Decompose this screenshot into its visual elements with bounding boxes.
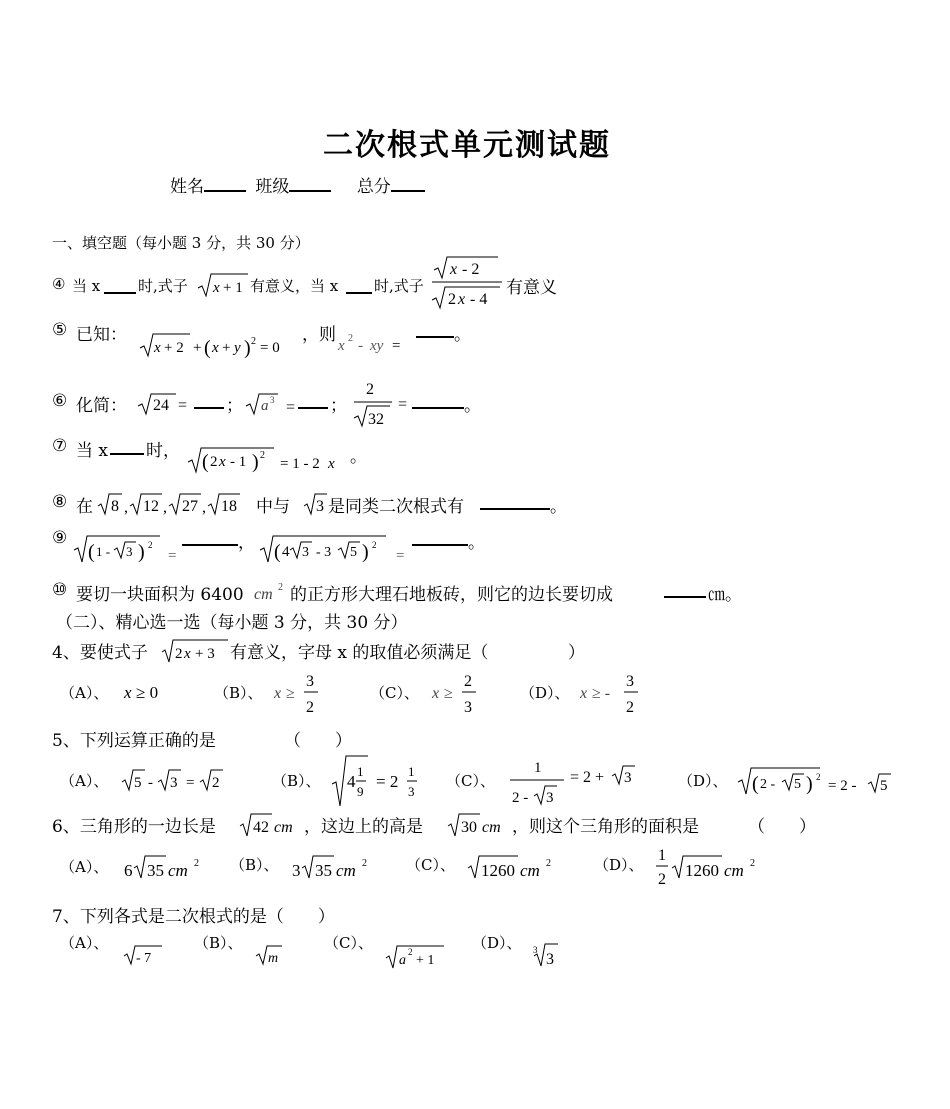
- q7-text-1: 当 x: [76, 441, 108, 461]
- mc6-stem-2: ，这边上的高是: [304, 817, 423, 837]
- svg-text:+ 3: + 3: [195, 646, 215, 662]
- svg-text:1260: 1260: [481, 861, 515, 880]
- svg-text:2: 2: [464, 673, 472, 690]
- svg-text:x: x: [184, 646, 191, 662]
- q4-text-4: 时,式子: [374, 277, 424, 295]
- mc4-option-d[interactable]: [578, 668, 658, 720]
- mc4-option-b-label[interactable]: （B）、: [214, 684, 263, 702]
- svg-text:cm: cm: [168, 861, 188, 880]
- svg-text:2: 2: [210, 454, 218, 470]
- svg-text:27: 27: [182, 498, 198, 515]
- svg-text:3: 3: [126, 544, 133, 559]
- svg-text:32: 32: [368, 411, 384, 428]
- q7-blank[interactable]: [110, 437, 144, 455]
- page-title: 二次根式单元测试题: [323, 128, 611, 163]
- svg-text:=: =: [168, 548, 177, 564]
- svg-text:xy: xy: [370, 338, 384, 354]
- svg-text:12: 12: [143, 498, 159, 515]
- svg-text:2: 2: [366, 381, 374, 398]
- svg-text:5: 5: [880, 778, 888, 794]
- mc5-option-c-label[interactable]: （C）、: [446, 772, 495, 790]
- svg-text:2: 2: [348, 333, 353, 344]
- svg-text:≥: ≥: [444, 685, 453, 702]
- svg-text:2: 2: [658, 871, 666, 888]
- svg-text:(: (: [204, 337, 211, 359]
- q6-formula-3: [352, 376, 412, 432]
- svg-text:x: x: [580, 685, 588, 702]
- svg-text:- 3: - 3: [316, 545, 332, 560]
- svg-text:(: (: [88, 541, 95, 563]
- svg-text:x: x: [450, 261, 458, 278]
- svg-text:x: x: [274, 685, 282, 702]
- mc7-option-b-label[interactable]: （B）、: [194, 934, 243, 952]
- mc7-options: [60, 930, 600, 970]
- svg-text:x: x: [124, 683, 132, 702]
- q9-blank-2[interactable]: [412, 528, 468, 546]
- svg-text:+ 1: + 1: [223, 280, 243, 296]
- svg-text:x: x: [432, 685, 440, 702]
- mc4-options: [60, 668, 680, 720]
- q4-blank-2[interactable]: [346, 276, 372, 294]
- svg-text:= 1 - 2: = 1 - 2: [280, 456, 320, 472]
- q7-end: 。: [350, 447, 367, 467]
- svg-text:3: 3: [302, 545, 309, 560]
- mc5-option-a-label[interactable]: （A）、: [60, 772, 109, 790]
- svg-text:= 2: = 2: [376, 772, 399, 791]
- svg-text:): ): [138, 541, 145, 563]
- svg-text:3: 3: [546, 951, 554, 968]
- svg-text:=: =: [396, 548, 405, 564]
- mc4-option-b[interactable]: [272, 668, 332, 720]
- mc4-option-a[interactable]: [122, 676, 172, 706]
- q5-end: 。: [454, 325, 471, 345]
- svg-text:2 -: 2 -: [760, 777, 776, 792]
- mc5-option-c[interactable]: [508, 754, 648, 810]
- svg-text:35: 35: [315, 861, 332, 880]
- mc-question-7: 7、下列各式是二次根式的是（ ）: [52, 907, 335, 927]
- mc5-option-b-label[interactable]: （B）、: [272, 772, 321, 790]
- q8-blank[interactable]: [480, 492, 550, 510]
- mc4-option-d-label[interactable]: （D）、: [520, 684, 570, 702]
- svg-text:5: 5: [134, 775, 142, 791]
- svg-text:30: 30: [461, 819, 477, 836]
- mc7-option-c[interactable]: [384, 942, 450, 972]
- q8-text-1: 在: [76, 497, 93, 517]
- q6-number: ⑥: [52, 391, 68, 411]
- svg-text:1: 1: [357, 764, 364, 779]
- svg-text:8: 8: [111, 498, 119, 515]
- mc6-side: [238, 810, 308, 840]
- mc5-stem: 5、下列运算正确的是: [52, 731, 216, 751]
- svg-text:≥ -: ≥ -: [592, 685, 611, 702]
- q6-sep-2: ；: [330, 396, 347, 416]
- mc7-option-c-label[interactable]: （C）、: [324, 934, 373, 952]
- svg-text:-: -: [358, 338, 363, 354]
- svg-text:1: 1: [534, 760, 542, 776]
- mc4-formula: [160, 636, 232, 666]
- mc7-option-b[interactable]: [254, 942, 288, 968]
- q10-blank[interactable]: [664, 580, 706, 598]
- svg-text:= 2 -: = 2 -: [828, 778, 857, 794]
- svg-text:35: 35: [147, 861, 164, 880]
- svg-text:y: y: [234, 340, 241, 356]
- svg-text:5: 5: [350, 545, 357, 560]
- mc4-option-a-label[interactable]: （A）、: [60, 684, 109, 702]
- svg-text:2: 2: [626, 699, 634, 716]
- svg-text:6: 6: [124, 861, 133, 880]
- q9-comma: ，: [238, 533, 255, 553]
- svg-text:(: (: [202, 451, 209, 473]
- q5-number: ⑤: [52, 320, 68, 340]
- mc5-option-d[interactable]: [736, 762, 896, 798]
- mc-question-6: [52, 810, 816, 840]
- class-blank[interactable]: [289, 174, 331, 192]
- q8-text-3: 是同类二次根式有: [328, 497, 464, 517]
- section-1-heading: 一、填空题（每小题 3 分，共 30 分）: [52, 234, 310, 252]
- svg-text:(: (: [752, 773, 759, 795]
- svg-text:3: 3: [270, 395, 275, 405]
- q5-formula: [138, 326, 298, 360]
- mc4-stem-3: ）: [568, 643, 585, 663]
- svg-text:x: x: [458, 291, 466, 308]
- q4-formula-1: [196, 270, 250, 300]
- svg-text:+: +: [193, 340, 202, 356]
- q7-text-2: 时，: [146, 441, 180, 461]
- svg-text:1: 1: [408, 764, 415, 779]
- mc6-option-d-label[interactable]: （D）、: [594, 856, 644, 874]
- q8-sqrt3: [302, 490, 328, 520]
- svg-text:): ): [806, 773, 813, 795]
- q5-text-2: ，则: [302, 325, 336, 345]
- mc7-option-d-label[interactable]: （D）、: [472, 934, 522, 952]
- section-2-heading: （二）、精心选一选（每小题 3 分，共 30 分）: [56, 613, 408, 633]
- svg-text:- 2: - 2: [462, 261, 480, 278]
- q6-formula-2: [244, 390, 304, 418]
- svg-text:3: 3: [316, 498, 324, 515]
- svg-text:4: 4: [347, 772, 356, 791]
- svg-text:a: a: [399, 953, 406, 968]
- svg-text:5: 5: [794, 777, 801, 792]
- mc6-option-b[interactable]: [290, 852, 380, 882]
- svg-text:cm: cm: [482, 819, 501, 836]
- svg-text:cm: cm: [336, 861, 356, 880]
- q7-formula: [186, 442, 356, 476]
- svg-text:2: 2: [816, 772, 821, 782]
- svg-text:a: a: [261, 398, 269, 414]
- mc6-paren: （ ）: [748, 817, 816, 837]
- mc4-stem-2: 有意义，字母 x 的取值必须满足（: [230, 643, 489, 663]
- svg-text:): ): [362, 541, 369, 563]
- name-label: 姓名: [170, 177, 204, 197]
- q5-blank[interactable]: [416, 320, 454, 338]
- svg-text:4: 4: [282, 544, 290, 560]
- svg-text:(: (: [274, 541, 281, 563]
- svg-text:x: x: [219, 454, 226, 470]
- svg-text:,: ,: [202, 499, 206, 516]
- svg-text:2: 2: [251, 336, 256, 347]
- svg-text:3: 3: [626, 673, 634, 690]
- svg-text:x: x: [338, 338, 345, 354]
- mc6-option-a[interactable]: [122, 852, 212, 882]
- q10-number: ⑩: [52, 580, 68, 600]
- svg-text:9: 9: [357, 784, 364, 799]
- mc5-options: [60, 754, 900, 810]
- q9-end: 。: [468, 533, 485, 553]
- mc4-option-c-label[interactable]: （C）、: [370, 684, 419, 702]
- q4-text-1: 当 x: [72, 277, 101, 295]
- mc6-option-b-label[interactable]: （B）、: [230, 856, 279, 874]
- svg-text:=: =: [186, 775, 195, 791]
- svg-text:1: 1: [658, 847, 666, 864]
- mc6-stem-1: 6、三角形的一边长是: [52, 817, 216, 837]
- svg-text:2: 2: [212, 775, 220, 791]
- q8-radicals: [96, 490, 256, 520]
- svg-text:2: 2: [260, 450, 265, 461]
- q7-number: ⑦: [52, 436, 68, 456]
- svg-text:2 -: 2 -: [512, 790, 529, 806]
- svg-text:≥ 0: ≥ 0: [136, 683, 159, 702]
- svg-text:): ): [244, 337, 251, 359]
- mc7-option-d[interactable]: [530, 940, 564, 970]
- svg-text:x: x: [328, 456, 335, 472]
- svg-text:+: +: [222, 340, 231, 356]
- svg-text:2: 2: [194, 858, 199, 869]
- q6-blank-3[interactable]: [412, 391, 464, 409]
- svg-text:cm: cm: [274, 819, 293, 836]
- q4-number: ④: [52, 275, 66, 293]
- svg-text:3: 3: [292, 861, 301, 880]
- mc4-option-c[interactable]: [430, 668, 490, 720]
- q9-blank-1[interactable]: [182, 528, 238, 546]
- mc7-option-a-label[interactable]: （A）、: [60, 934, 109, 952]
- q4-text-2: 时,式子: [138, 277, 188, 295]
- svg-text:2: 2: [546, 858, 551, 869]
- class-label: 班级: [255, 177, 290, 197]
- svg-text:cm: cm: [520, 861, 540, 880]
- mc5-option-a[interactable]: [120, 766, 240, 796]
- mc-question-5: [52, 726, 452, 750]
- q6-text-1: 化简：: [76, 396, 127, 416]
- svg-text:= 2 +: = 2 +: [570, 769, 605, 786]
- svg-text:x: x: [212, 340, 219, 356]
- name-blank[interactable]: [204, 174, 246, 192]
- svg-text:,: ,: [124, 499, 128, 516]
- mc6-height: [446, 810, 516, 840]
- svg-text:2: 2: [362, 858, 367, 869]
- mc6-option-a-label[interactable]: （A）、: [60, 858, 109, 876]
- svg-text:≥: ≥: [286, 685, 295, 702]
- q9-formula-2: [258, 530, 418, 566]
- svg-text:- 7: - 7: [136, 951, 152, 966]
- q8-end: 。: [550, 497, 567, 517]
- svg-text:3: 3: [546, 790, 554, 806]
- svg-text:3: 3: [306, 673, 314, 690]
- student-info-line: [170, 172, 425, 197]
- svg-text:2: 2: [148, 540, 153, 550]
- q8-number: ⑧: [52, 492, 68, 512]
- svg-text:3: 3: [533, 945, 538, 955]
- q5-text-1: 已知：: [76, 325, 127, 345]
- svg-text:42: 42: [253, 819, 269, 836]
- svg-text:=: =: [178, 397, 188, 414]
- svg-text:=: =: [398, 396, 408, 413]
- svg-text:+ 2: + 2: [164, 340, 184, 356]
- q4-text-3: 有意义，当 x: [250, 277, 339, 295]
- score-label: 总分: [356, 177, 391, 197]
- q4-blank-1[interactable]: [104, 276, 136, 294]
- svg-text:x: x: [154, 340, 161, 356]
- mc4-stem-1: 4、要使式子: [52, 643, 148, 663]
- mc5-option-d-label[interactable]: （D）、: [678, 772, 728, 790]
- svg-text:-: -: [148, 775, 153, 791]
- mc5-paren: （ ）: [284, 731, 352, 751]
- svg-text:= 0: = 0: [260, 340, 280, 356]
- svg-text:=: =: [392, 338, 401, 354]
- svg-text:3: 3: [170, 775, 178, 791]
- mc6-option-c-label[interactable]: （C）、: [406, 856, 455, 874]
- mc7-option-a[interactable]: [122, 942, 168, 968]
- q10-text-3: ㎝。: [708, 585, 742, 605]
- svg-text:- 4: - 4: [470, 291, 488, 308]
- svg-text:3: 3: [464, 699, 472, 716]
- q6-end: 。: [464, 396, 481, 416]
- svg-text:2: 2: [278, 582, 283, 593]
- q4-formula-2: [430, 256, 504, 312]
- q10-text-2: 的正方形大理石地板砖，则它的边长要切成: [290, 585, 613, 605]
- svg-text:2: 2: [448, 291, 456, 308]
- q6-sep-1: ；: [226, 396, 243, 416]
- svg-text:cm: cm: [254, 586, 273, 603]
- svg-text:cm: cm: [724, 861, 744, 880]
- q8-text-2: 中与: [256, 497, 290, 517]
- mc6-option-d[interactable]: [654, 842, 774, 892]
- svg-text:- 1: - 1: [230, 454, 247, 470]
- q6-blank-1[interactable]: [194, 391, 224, 409]
- q10-text-1: 要切一块面积为 6400: [76, 585, 244, 605]
- q6-blank-2[interactable]: [298, 391, 328, 409]
- svg-text:x: x: [213, 280, 220, 296]
- svg-text:): ): [252, 451, 259, 473]
- svg-text:+ 1: + 1: [416, 953, 435, 968]
- mc6-options: [60, 842, 780, 892]
- score-blank[interactable]: [391, 174, 425, 192]
- q4-text-5: 有意义: [506, 278, 557, 298]
- svg-text:,: ,: [163, 499, 167, 516]
- mc6-stem-3: ，则这个三角形的面积是: [512, 817, 699, 837]
- svg-text:24: 24: [153, 397, 169, 414]
- mc6-option-c[interactable]: [466, 852, 576, 882]
- svg-text:2: 2: [306, 699, 314, 716]
- svg-text:2: 2: [175, 646, 183, 662]
- svg-text:=: =: [286, 399, 296, 416]
- svg-text:m: m: [268, 951, 279, 966]
- svg-text:1 -: 1 -: [96, 544, 111, 559]
- svg-text:2: 2: [750, 858, 755, 869]
- svg-text:3: 3: [624, 770, 632, 786]
- mc5-option-b[interactable]: [330, 754, 430, 810]
- svg-text:2: 2: [408, 947, 413, 957]
- svg-text:3: 3: [408, 784, 415, 799]
- svg-text:2: 2: [372, 540, 377, 550]
- q6-formula-1: [136, 390, 194, 418]
- svg-text:1260: 1260: [685, 861, 719, 880]
- q9-number: ⑨: [52, 528, 68, 548]
- svg-text:18: 18: [221, 498, 237, 515]
